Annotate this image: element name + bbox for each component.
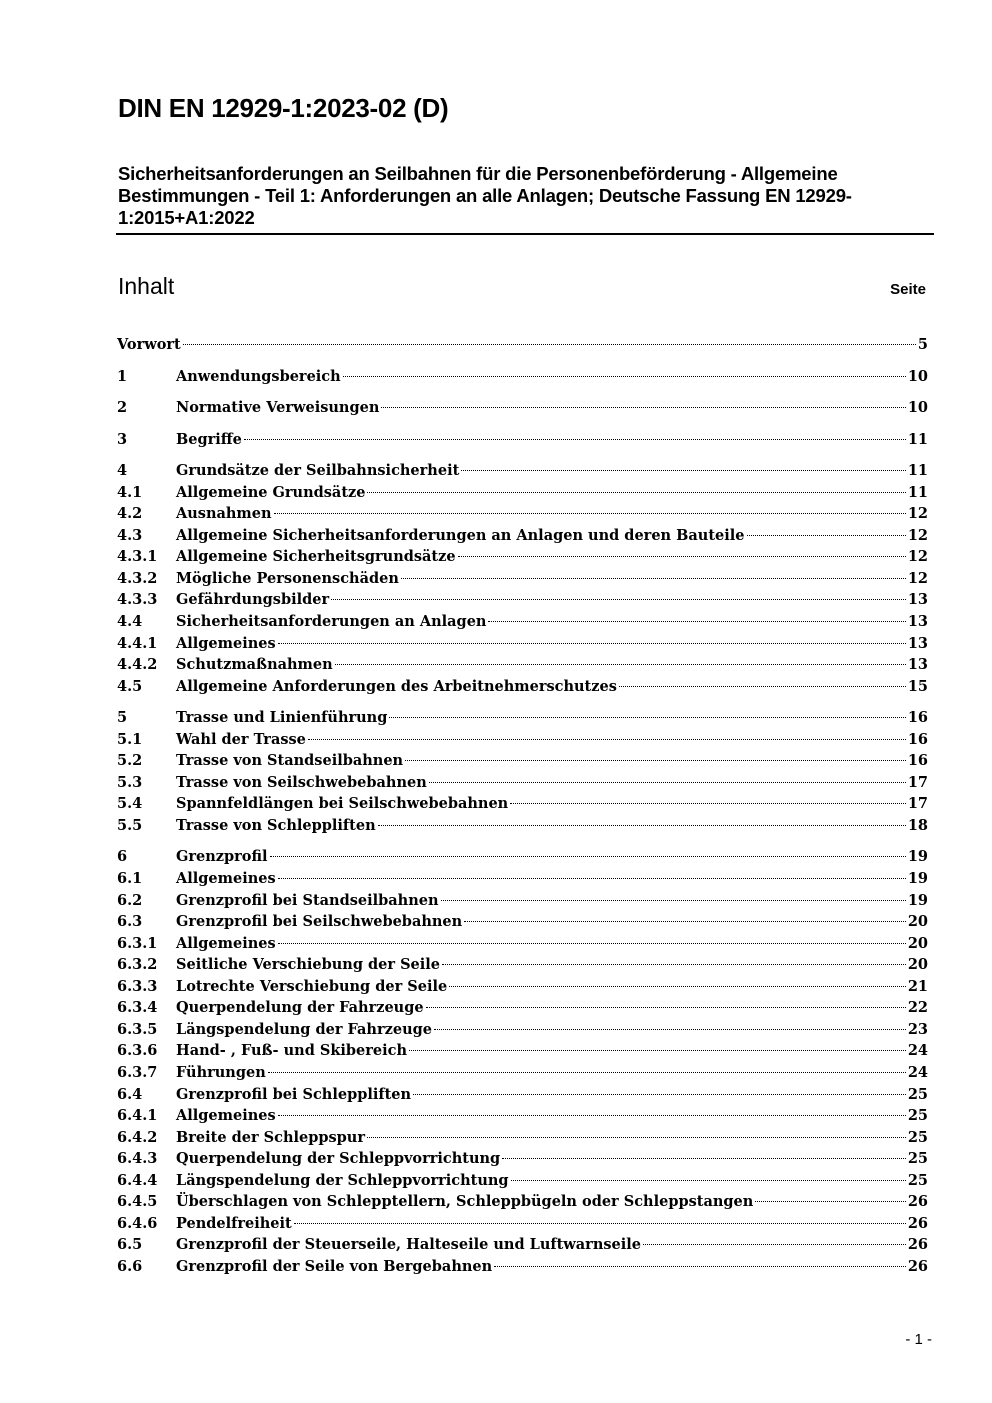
document-title: DIN EN 12929-1:2023-02 (D) [118, 93, 449, 123]
toc-entry-number: 6.4.5 [117, 1193, 158, 1211]
toc-dot-leader [335, 663, 906, 665]
page-number: - 1 - [905, 1331, 932, 1348]
toc-entry-page: 25 [907, 1085, 928, 1103]
toc-entry[interactable] [117, 1040, 928, 1062]
toc-entry-title: Längspendelung der Schleppvorrichtung [176, 1171, 509, 1189]
toc-entry[interactable] [117, 546, 928, 568]
toc-entry-title: Mögliche Personenschäden [176, 569, 399, 587]
toc-entry[interactable] [117, 954, 928, 976]
toc-entry-page: 16 [907, 752, 928, 770]
toc-entry-title: Trasse von Schleppliften [176, 816, 376, 834]
toc-entry-page: 12 [907, 505, 928, 523]
title-divider [116, 233, 934, 235]
toc-entry-page: 20 [907, 934, 928, 952]
table-of-contents [117, 334, 928, 1277]
toc-entry[interactable] [117, 503, 928, 525]
toc-entry[interactable] [117, 815, 928, 837]
toc-dot-leader [278, 942, 906, 944]
toc-dot-leader [378, 824, 906, 826]
toc-entry-number: 6.4.3 [117, 1150, 158, 1168]
toc-entry-number: 4 [117, 462, 128, 480]
toc-entry-number: 1 [117, 367, 128, 385]
toc-entry-number: 6.3.2 [117, 956, 158, 974]
toc-entry[interactable] [117, 397, 928, 419]
toc-entry[interactable] [117, 633, 928, 655]
toc-entry-page: 16 [907, 709, 928, 727]
toc-entry-number: 4.3 [117, 526, 143, 544]
toc-entry-title: Querpendelung der Fahrzeuge [176, 999, 424, 1017]
toc-entry[interactable] [117, 1213, 928, 1235]
toc-dot-leader [343, 375, 906, 377]
toc-dot-leader [278, 642, 906, 644]
toc-dot-leader [441, 899, 906, 901]
toc-entry-number: 4.2 [117, 505, 143, 523]
toc-entry-page: 20 [907, 956, 928, 974]
toc-entry-number: 6.3.6 [117, 1042, 158, 1060]
toc-entry-page: 24 [907, 1042, 928, 1060]
toc-entry[interactable] [117, 611, 928, 633]
toc-entry[interactable] [117, 1019, 928, 1041]
toc-entry[interactable] [117, 997, 928, 1019]
toc-dot-leader [405, 759, 906, 761]
toc-entry-number: 4.4 [117, 613, 143, 631]
toc-entry-title: Trasse von Standseilbahnen [176, 752, 404, 770]
toc-dot-leader [747, 534, 906, 536]
toc-entry-number: 5.2 [117, 752, 143, 770]
toc-dot-leader [367, 1136, 906, 1138]
toc-entry-number: 4.3.3 [117, 591, 158, 609]
toc-entry[interactable] [117, 750, 928, 772]
toc-entry-number: 6.3 [117, 913, 143, 931]
toc-dot-leader [488, 620, 905, 622]
toc-entry[interactable] [117, 1256, 928, 1278]
toc-entry-title: Grenzprofil bei Schleppliften [176, 1085, 412, 1103]
toc-entry-title: Pendelfreiheit [176, 1214, 292, 1232]
toc-entry-number: 6.3.1 [117, 934, 158, 952]
toc-dot-leader [381, 406, 905, 408]
toc-dot-leader [278, 877, 906, 879]
toc-dot-leader [268, 1071, 906, 1073]
toc-entry-title: Längspendelung der Fahrzeuge [176, 1020, 432, 1038]
toc-entry-title: Grenzprofil [176, 848, 268, 866]
toc-entry-page: 20 [907, 913, 928, 931]
toc-entry-page: 17 [907, 795, 928, 813]
toc-entry[interactable] [117, 729, 928, 751]
toc-entry-number: 5.5 [117, 816, 143, 834]
toc-entry[interactable] [117, 1084, 928, 1106]
toc-entry-title: Sicherheitsanforderungen an Anlagen [176, 613, 487, 631]
toc-entry[interactable] [117, 482, 928, 504]
toc-entry-title: Allgemeine Grundsätze [176, 483, 366, 501]
toc-entry[interactable] [117, 1127, 928, 1149]
toc-entry[interactable] [117, 525, 928, 547]
toc-entry[interactable] [117, 1062, 928, 1084]
toc-entry-number: 6.4.4 [117, 1171, 158, 1189]
toc-entry[interactable] [117, 366, 928, 388]
toc-entry[interactable] [117, 1170, 928, 1192]
toc-dot-leader [619, 685, 906, 687]
toc-entry-number: 4.4.1 [117, 634, 158, 652]
toc-dot-leader [331, 598, 906, 600]
toc-dot-leader [643, 1243, 906, 1245]
toc-entry-page: 5 [917, 336, 928, 353]
toc-entry-page: 22 [907, 999, 928, 1017]
toc-entry-title: Trasse von Seilschwebebahnen [176, 773, 427, 791]
toc-dot-leader [494, 1265, 906, 1267]
toc-entry-page: 25 [907, 1128, 928, 1146]
toc-dot-leader [449, 985, 906, 987]
toc-entry-page: 12 [907, 569, 928, 587]
document-subtitle: Sicherheitsanforderungen an Seilbahnen für die Personenbeförderung - Allgemeine Bestimmungen - Teil 1: Anforderungen an alle Anlagen; Deutsche Fassung EN 12929-1:2015+A1:2022 [118, 163, 852, 228]
toc-entry-page: 16 [907, 730, 928, 748]
toc-entry-title: Spannfeldlängen bei Seilschwebebahnen [176, 795, 509, 813]
toc-entry-title: Begriffe [176, 430, 242, 448]
toc-entry-title: Grenzprofil bei Seilschwebebahnen [176, 913, 463, 931]
toc-entry-title: Hand- , Fuß- und Skibereich [176, 1042, 408, 1060]
toc-entry-title: Grundsätze der Seilbahnsicherheit [176, 462, 460, 480]
toc-entry-number: 6 [117, 848, 128, 866]
toc-entry-page: 25 [907, 1171, 928, 1189]
toc-entry-title: Allgemeines [176, 870, 276, 888]
toc-entry[interactable] [117, 1191, 928, 1213]
toc-entry-number: 6.4 [117, 1085, 143, 1103]
toc-entry-page: 19 [907, 848, 928, 866]
toc-dot-leader [502, 1157, 906, 1159]
toc-dot-leader [389, 716, 905, 718]
toc-entry-title: Normative Verweisungen [176, 399, 380, 417]
toc-entry-page: 10 [907, 367, 928, 385]
toc-entry-title: Anwendungsbereich [176, 367, 341, 385]
toc-dot-leader [755, 1200, 906, 1202]
toc-entry-number: 6.3.7 [117, 1063, 158, 1081]
toc-entry-title: Wahl der Trasse [176, 730, 306, 748]
toc-dot-leader [183, 343, 916, 345]
toc-entry[interactable] [117, 868, 928, 890]
toc-dot-leader [464, 920, 906, 922]
toc-entry-number: 6.4.6 [117, 1214, 158, 1232]
toc-dot-leader [442, 963, 906, 965]
toc-dot-leader [429, 781, 906, 783]
toc-entry-title: Allgemeine Anforderungen des Arbeitnehmerschutzes [176, 677, 617, 695]
toc-entry-page: 21 [907, 977, 928, 995]
toc-entry-page: 17 [907, 773, 928, 791]
toc-entry-page: 11 [907, 483, 928, 501]
toc-entry-number: 5.4 [117, 795, 143, 813]
toc-entry-page: 18 [907, 816, 928, 834]
toc-entry-page: 24 [907, 1063, 928, 1081]
toc-entry[interactable] [117, 933, 928, 955]
toc-entry-title: Breite der Schleppspur [176, 1128, 365, 1146]
toc-entry-page: 13 [907, 634, 928, 652]
toc-entry[interactable] [117, 1234, 928, 1256]
toc-dot-leader [409, 1049, 906, 1051]
toc-entry-title: Allgemeines [176, 634, 276, 652]
toc-entry[interactable] [117, 460, 928, 482]
toc-entry-page: 19 [907, 870, 928, 888]
toc-entry-title: Allgemeine Sicherheitsanforderungen an Anlagen und deren Bauteile [176, 526, 745, 544]
toc-entry-number: 6.4.2 [117, 1128, 158, 1146]
toc-entry-title: Grenzprofil der Steuerseile, Halteseile und Luftwarnseile [176, 1236, 641, 1254]
toc-dot-leader [434, 1028, 906, 1030]
toc-entry[interactable] [117, 568, 928, 590]
toc-entry-page: 11 [907, 462, 928, 480]
toc-entry-title: Schutzmaßnahmen [176, 656, 333, 674]
toc-entry-page: 13 [907, 591, 928, 609]
toc-entry-number: 6.6 [117, 1257, 143, 1275]
toc-entry-title: Gefährdungsbilder [176, 591, 330, 609]
toc-dot-leader [511, 1179, 906, 1181]
toc-entry-title: Allgemeines [176, 1107, 276, 1125]
toc-entry-title: Lotrechte Verschiebung der Seile [176, 977, 448, 995]
toc-entry-title: Allgemeines [176, 934, 276, 952]
toc-entry-number: 3 [117, 430, 128, 448]
toc-entry-title: Allgemeine Sicherheitsgrundsätze [176, 548, 456, 566]
toc-dot-leader [367, 491, 905, 493]
toc-entry-title: Grenzprofil bei Standseilbahnen [176, 891, 439, 909]
toc-entry-number: 5.3 [117, 773, 143, 791]
toc-entry[interactable] [117, 1105, 928, 1127]
toc-entry-number: 6.1 [117, 870, 143, 888]
toc-entry-number: 6.3.5 [117, 1020, 158, 1038]
toc-dot-leader [461, 469, 906, 471]
toc-dot-leader [270, 855, 906, 857]
toc-entry[interactable] [117, 1148, 928, 1170]
toc-entry-page: 13 [907, 656, 928, 674]
toc-dot-leader [510, 802, 906, 804]
toc-entry-number: 4.3.2 [117, 569, 158, 587]
toc-entry[interactable] [117, 589, 928, 611]
toc-entry-page: 12 [907, 526, 928, 544]
toc-entry-number: 6.5 [117, 1236, 143, 1254]
toc-entry-number: 4.3.1 [117, 548, 158, 566]
toc-entry[interactable] [117, 911, 928, 933]
toc-dot-leader [308, 738, 906, 740]
toc-entry-page: 26 [907, 1257, 928, 1275]
toc-entry-title: Vorwort [117, 336, 181, 353]
toc-entry-number: 6.4.1 [117, 1107, 158, 1125]
toc-entry-page: 26 [907, 1214, 928, 1232]
toc-dot-leader [244, 438, 906, 440]
toc-entry-number: 2 [117, 399, 128, 417]
toc-entry[interactable] [117, 429, 928, 451]
toc-entry-page: 23 [907, 1020, 928, 1038]
toc-entry-number: 4.5 [117, 677, 143, 695]
toc-dot-leader [426, 1006, 906, 1008]
toc-entry-number: 6.2 [117, 891, 143, 909]
toc-dot-leader [278, 1114, 906, 1116]
toc-entry-title: Querpendelung der Schleppvorrichtung [176, 1150, 501, 1168]
toc-dot-leader [401, 577, 906, 579]
toc-entry[interactable] [117, 772, 928, 794]
toc-dot-leader [294, 1222, 906, 1224]
toc-entry-title: Überschlagen von Schlepptellern, Schleppbügeln oder Schleppstangen [176, 1193, 754, 1211]
toc-dot-leader [274, 512, 906, 514]
toc-entry[interactable] [117, 890, 928, 912]
toc-entry[interactable] [117, 334, 928, 356]
toc-entry-page: 25 [907, 1150, 928, 1168]
toc-entry-page: 19 [907, 891, 928, 909]
toc-entry-title: Seitliche Verschiebung der Seile [176, 956, 441, 974]
toc-entry-number: 5.1 [117, 730, 143, 748]
toc-entry-title: Ausnahmen [176, 505, 272, 523]
toc-entry-title: Führungen [176, 1063, 266, 1081]
toc-entry[interactable] [117, 676, 928, 698]
toc-entry-page: 10 [907, 399, 928, 417]
toc-entry-number: 4.4.2 [117, 656, 158, 674]
toc-entry[interactable] [117, 976, 928, 998]
toc-entry-number: 6.3.3 [117, 977, 158, 995]
toc-entry-page: 26 [907, 1236, 928, 1254]
toc-entry-page: 12 [907, 548, 928, 566]
toc-entry-number: 4.1 [117, 483, 143, 501]
toc-dot-leader [413, 1093, 906, 1095]
toc-entry-page: 15 [907, 677, 928, 695]
toc-entry-page: 11 [907, 430, 928, 448]
toc-dot-leader [458, 555, 906, 557]
toc-entry-title: Grenzprofil der Seile von Bergebahnen [176, 1257, 493, 1275]
toc-entry-title: Trasse und Linienführung [176, 709, 388, 727]
toc-entry[interactable] [117, 654, 928, 676]
toc-entry-page: 25 [907, 1107, 928, 1125]
toc-entry[interactable] [117, 707, 928, 729]
toc-entry-number: 5 [117, 709, 128, 727]
toc-entry-page: 13 [907, 613, 928, 631]
toc-page-column-label: Seite [890, 281, 926, 298]
toc-heading: Inhalt [118, 273, 175, 299]
toc-entry-page: 26 [907, 1193, 928, 1211]
toc-entry[interactable] [117, 793, 928, 815]
toc-entry-number: 6.3.4 [117, 999, 158, 1017]
toc-entry[interactable] [117, 846, 928, 868]
